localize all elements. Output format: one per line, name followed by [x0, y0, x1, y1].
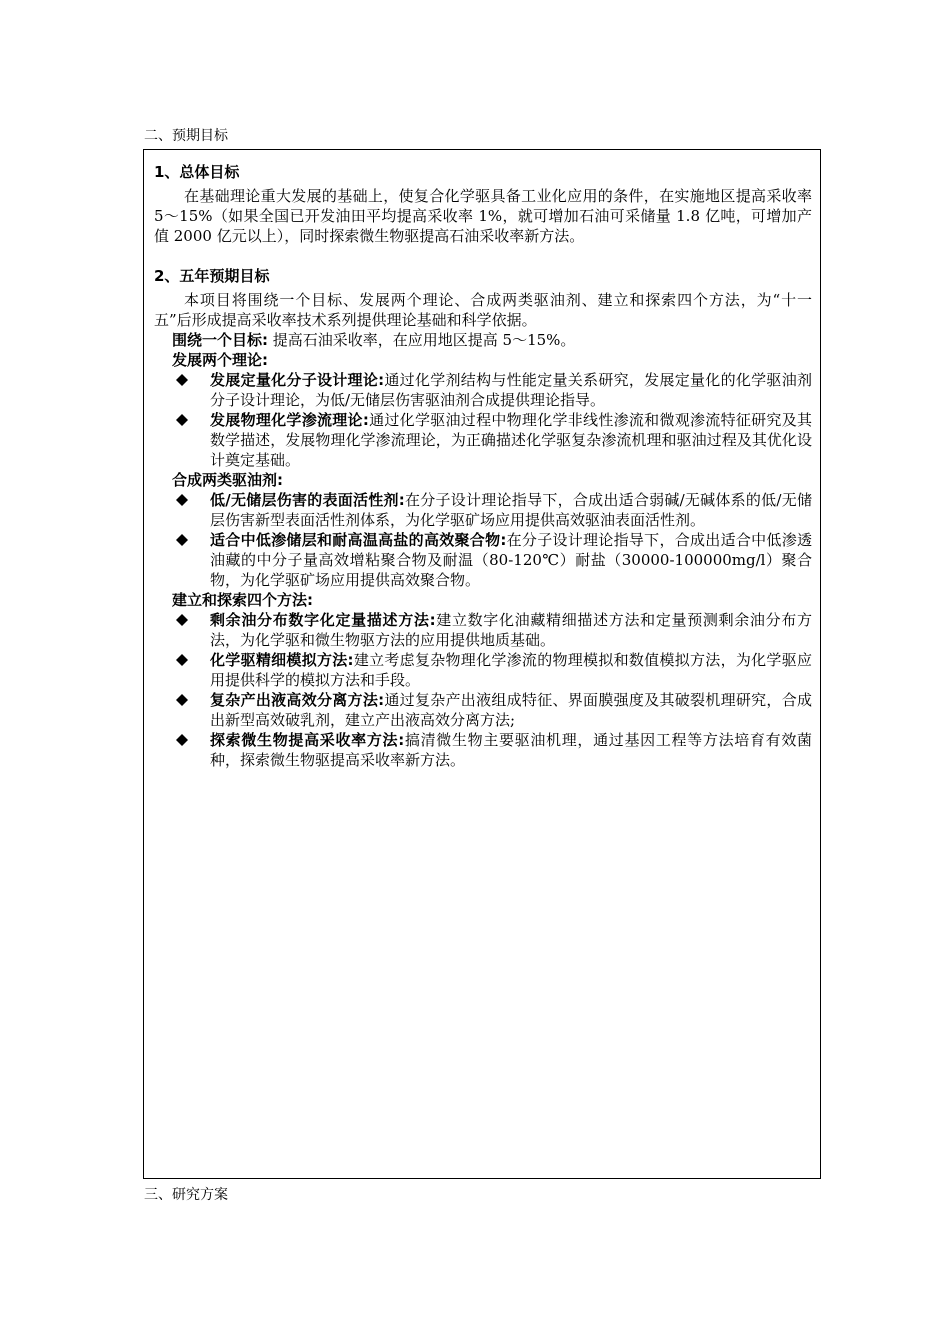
theories-label: 发展两个理论:: [172, 351, 268, 369]
method-4-text: 搞清微生物主要驱油机理，通过基因工程等方法培育有效菌种，探索微生物驱提高采收率新方法。: [210, 731, 813, 769]
diamond-bullet-icon: [176, 614, 188, 626]
overall-goal-text: 在基础理论重大发展的基础上，使复合化学驱具备工业化应用的条件，在实施地区提高采收率 5～15%（如果全国已开发油田平均提高采收率 1%，就可增加石油可采储量 1.8 亿吨，可增加产值 2000 亿元以上），同时探索微生物驱提高石油采收率新方法。: [154, 187, 812, 245]
method-3-title: 复杂产出液高效分离方法:: [210, 691, 385, 709]
method-2-title: 化学驱精细模拟方法:: [210, 651, 354, 669]
list-item: [210, 690, 812, 730]
diamond-bullet-icon: [176, 374, 188, 386]
list-item: [210, 490, 812, 530]
theory-2-text: 通过化学驱油过程中物理化学非线性渗流和微观渗流特征研究及其数学描述，发展物理化学渗流理论，为正确描述化学驱复杂渗流机理和驱油过程及其优化设计奠定基础。: [210, 411, 812, 469]
five-year-goal-heading: 2、五年预期目标: [154, 267, 270, 285]
methods-label: 建立和探索四个方法:: [172, 591, 313, 609]
agent-1-text: 在分子设计理论指导下，合成出适合弱碱/无碱体系的低/无储层伤害新型表面活性剂体系，为化学驱矿场应用提供高效驱油表面活性剂。: [210, 491, 812, 529]
list-item: [210, 410, 812, 470]
list-item: [210, 730, 812, 770]
diamond-bullet-icon: [176, 534, 188, 546]
list-item: [210, 530, 812, 590]
list-item: [210, 370, 812, 410]
agents-label: 合成两类驱油剂:: [172, 471, 283, 489]
theory-2-title: 发展物理化学渗流理论:: [210, 411, 369, 429]
agent-1-title: 低/无储层伤害的表面活性剂:: [210, 491, 405, 509]
five-year-intro: 本项目将围绕一个目标、发展两个理论、合成两类驱油剂、建立和探索四个方法，为“十一五”后形成提高采收率技术系列提供理论基础和科学依据。: [154, 291, 812, 329]
one-target-label: 围绕一个目标:: [172, 331, 268, 349]
diamond-bullet-icon: [176, 694, 188, 706]
overall-goal-heading: 1、总体目标: [154, 163, 240, 181]
agent-2-title: 适合中低渗储层和耐高温高盐的高效聚合物:: [210, 531, 507, 549]
list-item: [210, 610, 812, 650]
method-3-text: 通过复杂产出液组成特征、界面膜强度及其破裂机理研究，合成出新型高效破乳剂，建立产出液高效分离方法;: [210, 691, 812, 729]
section-heading-expected-goals: 二、预期目标: [144, 128, 228, 144]
theory-1-title: 发展定量化分子设计理论:: [210, 371, 385, 389]
one-target-line: [172, 330, 812, 350]
goals-table-cell: [143, 149, 821, 1179]
agent-2-text: 在分子设计理论指导下，合成出适合中低渗透油藏的中分子量高效增粘聚合物及耐温（80-120℃）耐盐（30000-100000mg/l）聚合物，为化学驱矿场应用提供高效聚合物。: [210, 531, 812, 589]
method-1-title: 剩余油分布数字化定量描述方法:: [210, 611, 436, 629]
diamond-bullet-icon: [176, 414, 188, 426]
diamond-bullet-icon: [176, 654, 188, 666]
method-2-text: 建立考虑复杂物理化学渗流的物理模拟和数值模拟方法，为化学驱应用提供科学的模拟方法和手段。: [210, 651, 812, 689]
method-1-text: 建立数字化油藏精细描述方法和定量预测剩余油分布方法，为化学驱和微生物驱方法的应用提供地质基础。: [210, 611, 812, 649]
one-target-text: 提高石油采收率，在应用地区提高 5～15%。: [272, 331, 576, 349]
theory-1-text: 通过化学剂结构与性能定量关系研究，发展定量化的化学驱油剂分子设计理论，为低/无储层伤害驱油剂合成提供理论指导。: [210, 371, 812, 409]
section-heading-research-plan: 三、研究方案: [144, 1187, 228, 1203]
goals-content: [154, 162, 812, 770]
list-item: [210, 650, 812, 690]
method-4-title: 探索微生物提高采收率方法:: [210, 731, 405, 749]
diamond-bullet-icon: [176, 494, 188, 506]
diamond-bullet-icon: [176, 734, 188, 746]
